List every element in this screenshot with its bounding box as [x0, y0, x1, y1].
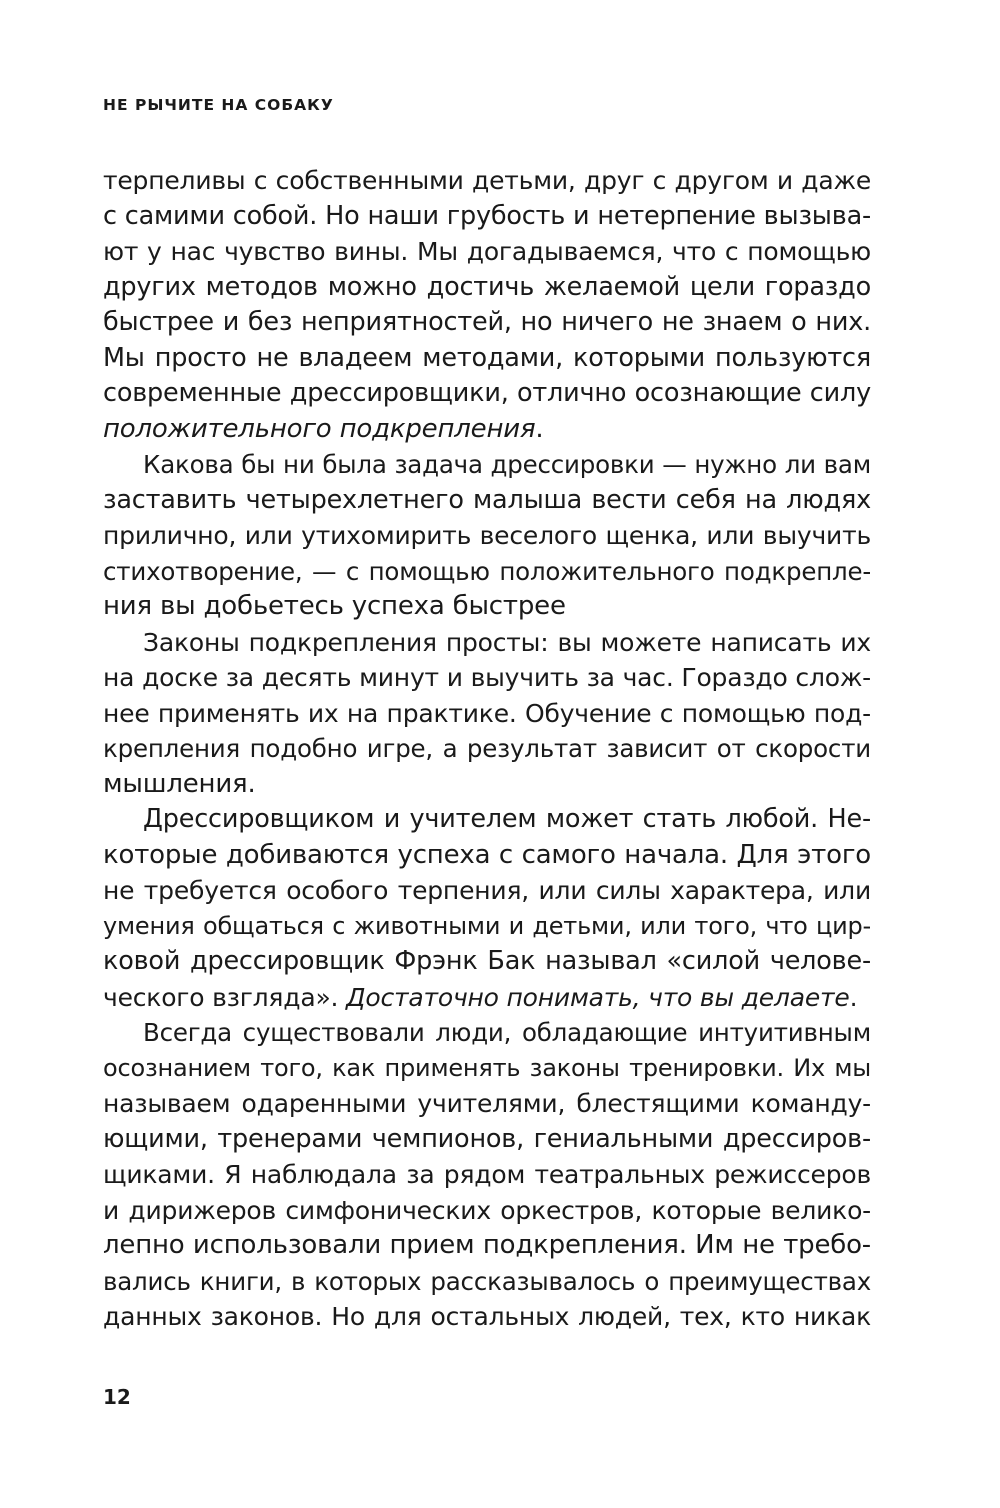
text-line: ния вы добьетесь успеха быстрее: [103, 591, 566, 621]
text-line: данных законов. Но для остальных людей, тех, кто никак: [103, 1302, 871, 1331]
text-line: на доске за десять минут и выучить за час. Гораздо слож-: [103, 663, 871, 692]
text-line: современные дрессировщики, отлично осознающие силу: [103, 378, 871, 408]
text-line: Всегда существовали люди, обладающие интуитивным: [143, 1018, 871, 1047]
text-line: и дирижеров симфонических оркестров, которые велико-: [103, 1195, 871, 1225]
running-head: НЕ РЫЧИТЕ НА СОБАКУ: [103, 96, 334, 114]
text-line: [103, 412, 871, 448]
punctuation: .: [849, 982, 858, 1012]
text-line: ют у нас чувство вины. Мы догадываемся, что с помощью: [103, 237, 871, 266]
text-line: ющими, тренерами чемпионов, гениальными дрессиров-: [103, 1123, 871, 1154]
text-line: [103, 980, 871, 1016]
text-line: ковой дрессировщик Фрэнк Бак называл «силой челове-: [103, 946, 871, 976]
text-line: Законы подкрепления просты: вы можете написать их: [143, 627, 871, 657]
text-line: терпеливы с собственными детьми, друг с другом и даже: [103, 166, 871, 195]
text-line: Дрессировщиком и учителем может стать любой. Не-: [143, 804, 871, 834]
text-line: с самими собой. Но наши грубость и нетерпение вызыва-: [103, 200, 871, 231]
text-line: других методов можно достичь желаемой цели гораздо: [103, 271, 871, 302]
text-segment: ческого взгляда».: [103, 982, 347, 1012]
text-line: быстрее и без неприятностей, но ничего не знаем о них.: [103, 307, 871, 337]
emphasis: положительного подкрепления: [103, 413, 536, 444]
text-line: нее применять их на практике. Обучение с помощью под-: [103, 698, 871, 728]
page-number: 12: [103, 1385, 131, 1409]
text-line: лепно использовали прием подкрепления. Им не требо-: [103, 1230, 871, 1260]
text-line: крепления подобно игре, а результат зависит от скорости: [103, 734, 871, 763]
emphasis: Достаточно понимать, что вы делаете: [346, 982, 850, 1012]
text-line: вались книги, в которых рассказывалось о преимуществах: [103, 1266, 871, 1296]
body-text: [103, 163, 871, 1335]
text-line: прилично, или утихомирить веселого щенка, или выучить: [103, 521, 871, 550]
text-line: заставить четырехлетнего малыша вести себя на людях: [103, 484, 871, 515]
text-line: осознанием того, как применять законы тренировки. Их мы: [103, 1053, 871, 1082]
text-line: мышления.: [103, 768, 256, 799]
punctuation: .: [535, 413, 544, 444]
text-line: стихотворение, — с помощью положительного подкрепле-: [103, 556, 871, 586]
text-line: которые добиваются успеха с самого начала. Для этого: [103, 839, 871, 870]
text-line: Какова бы ни была задача дрессировки — нужно ли вам: [143, 450, 871, 479]
text-line: умения общаться с животными и детьми, или того, что цир-: [103, 911, 871, 940]
text-line: щиками. Я наблюдала за рядом театральных режиссеров: [103, 1160, 871, 1189]
text-line: не требуется особого терпения, или силы характера, или: [103, 876, 871, 905]
text-line: называем одаренными учителями, блестящими команду-: [103, 1089, 871, 1118]
text-line: Мы просто не владеем методами, которыми пользуются: [103, 342, 871, 373]
